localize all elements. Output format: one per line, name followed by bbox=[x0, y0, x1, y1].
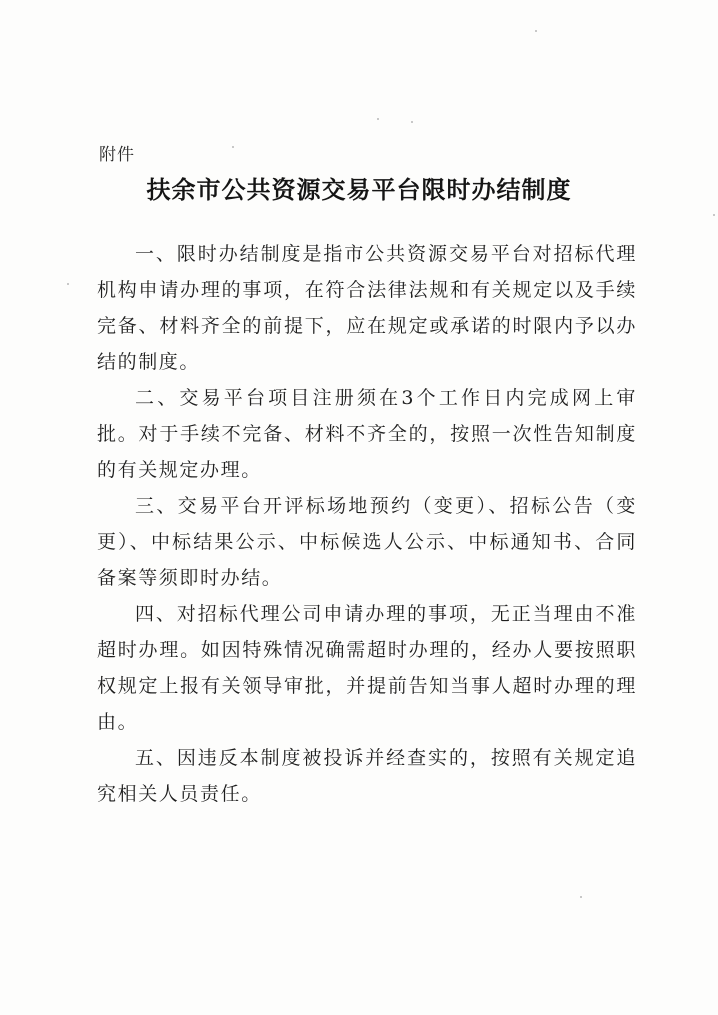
scan-speck bbox=[232, 146, 234, 148]
scan-speck bbox=[580, 896, 582, 898]
paragraph-5: 五、因违反本制度被投诉并经查实的，按照有关规定追究相关人员责任。 bbox=[97, 747, 637, 805]
paragraph-4: 四、对招标代理公司申请办理的事项，无正当理由不准超时办理。如因特殊情况确需超时办理的，经办人要按照职权规定上报有关领导审批，并提前告知当事人超时办理的理由。 bbox=[97, 603, 637, 733]
scan-speck bbox=[713, 214, 715, 216]
scan-speck bbox=[535, 30, 537, 32]
document-body bbox=[97, 236, 637, 812]
scan-speck bbox=[411, 121, 413, 123]
paragraph-1: 一、限时办结制度是指市公共资源交易平台对招标代理机构申请办理的事项，在符合法律法规和有关规定以及手续完备、材料齐全的前提下，应在规定或承诺的时限内予以办结的制度。 bbox=[97, 243, 637, 373]
annex-label: 附件 bbox=[99, 145, 135, 165]
paragraph-3: 三、交易平台开评标场地预约（变更）、招标公告（变更）、中标结果公示、中标候选人公示、中标通知书、合同备案等须即时办结。 bbox=[97, 495, 637, 589]
scan-speck bbox=[67, 283, 69, 285]
scan-speck bbox=[377, 118, 379, 120]
document-title: 扶余市公共资源交易平台限时办结制度 bbox=[146, 175, 572, 204]
paragraph-2: 二、交易平台项目注册须在3个工作日内完成网上审批。对于手续不完备、材料不齐全的，按照一次性告知制度的有关规定办理。 bbox=[97, 387, 637, 481]
